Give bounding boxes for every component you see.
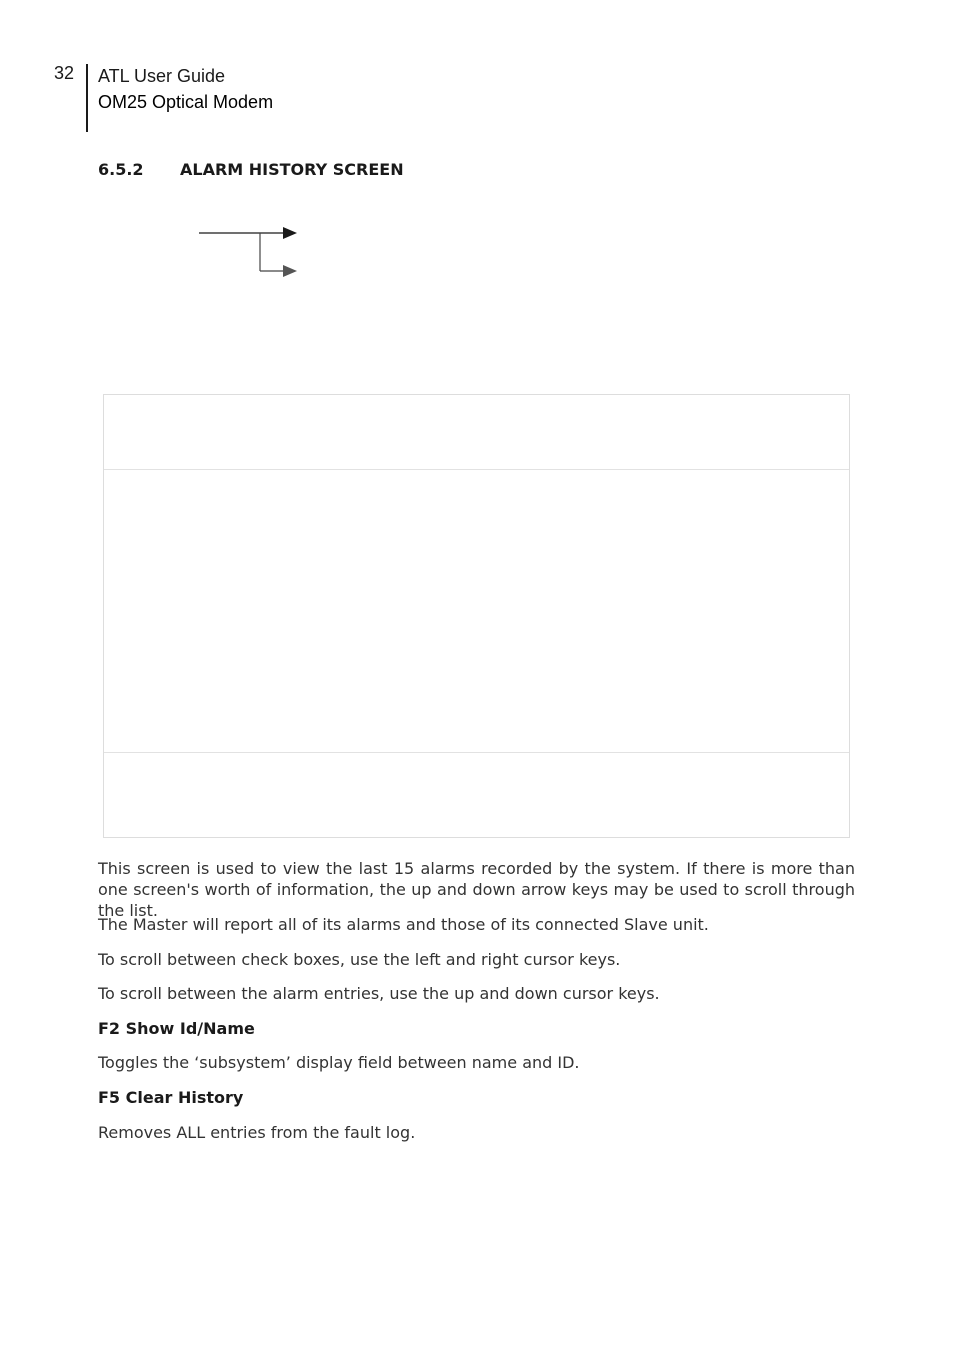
f5-description: Removes ALL entries from the fault log. xyxy=(98,1123,416,1142)
checkbox-scroll-paragraph: To scroll between check boxes, use the left and right cursor keys. xyxy=(98,950,621,969)
document-title: ATL User Guide xyxy=(98,66,226,86)
section-number: 6.5.2 xyxy=(98,160,144,179)
alarm-history-screen-frame xyxy=(103,394,850,838)
navigation-arrow-diagram xyxy=(195,222,305,282)
screen-footer-band xyxy=(104,752,849,838)
intro-paragraph: This screen is used to view the last 15 alarms recorded by the system. If there is more than one screen's worth of information, the up and down arrow keys may be used to scroll through the list. xyxy=(98,859,855,920)
arrow-head-bottom xyxy=(283,265,297,277)
arrow-head-top xyxy=(283,227,297,239)
screen-header-band xyxy=(104,395,849,470)
document-subtitle: OM25 Optical Modem xyxy=(98,92,274,112)
header-divider xyxy=(86,64,88,132)
page-number: 32 xyxy=(54,63,75,83)
f2-heading: F2 Show Id/Name xyxy=(98,1019,255,1038)
f2-description: Toggles the ‘subsystem’ display field between name and ID. xyxy=(98,1053,580,1072)
entry-scroll-paragraph: To scroll between the alarm entries, use the up and down cursor keys. xyxy=(98,984,660,1003)
section-heading xyxy=(98,160,404,179)
screen-list-band xyxy=(104,469,849,753)
master-paragraph: The Master will report all of its alarms and those of its connected Slave unit. xyxy=(98,915,709,934)
f5-heading: F5 Clear History xyxy=(98,1088,244,1107)
section-title: ALARM HISTORY SCREEN xyxy=(180,160,404,179)
